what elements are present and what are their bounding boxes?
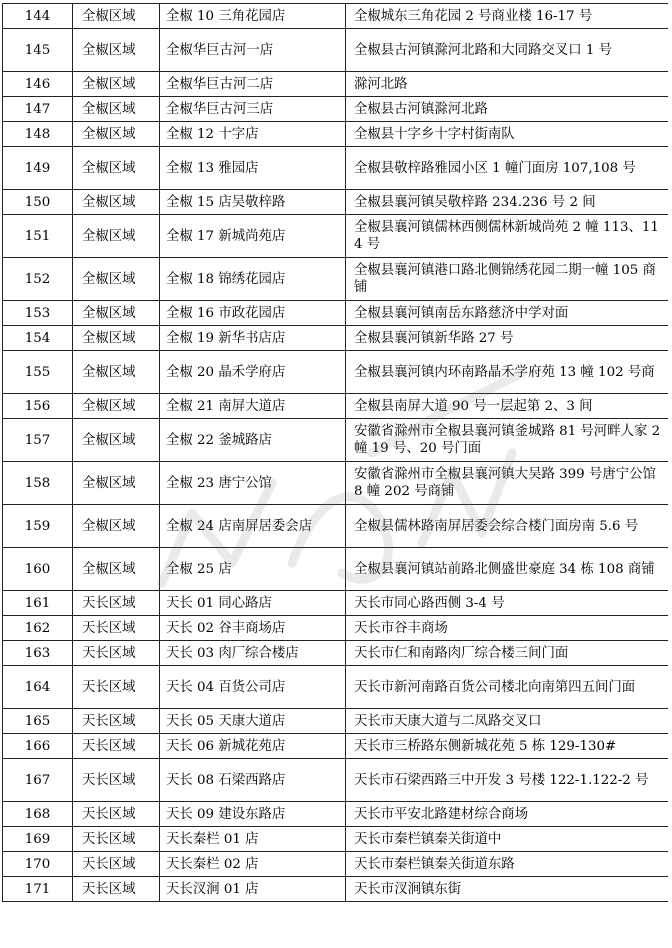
region-cell: 天长区域 bbox=[73, 616, 160, 641]
address-cell: 全椒县襄河镇南岳东路慈济中学对面 bbox=[346, 301, 669, 326]
store-name-cell: 天长 05 天康大道店 bbox=[160, 709, 346, 734]
address-cell: 安徽省滁州市全椒县襄河镇釜城路 81 号河畔人家 2 幢 19 号、20 号门面 bbox=[346, 419, 669, 462]
address-cell: 天长市秦栏镇秦关街道中 bbox=[346, 827, 669, 852]
store-name-cell: 全椒 10 三角花园店 bbox=[160, 4, 346, 29]
row-number: 153 bbox=[3, 301, 73, 326]
row-number: 158 bbox=[3, 462, 73, 505]
table-row bbox=[3, 215, 669, 258]
store-name-cell: 全椒华巨古河一店 bbox=[160, 29, 346, 72]
store-list-body bbox=[3, 4, 669, 902]
table-row bbox=[3, 877, 669, 902]
row-number: 150 bbox=[3, 190, 73, 215]
row-number: 166 bbox=[3, 734, 73, 759]
table-row bbox=[3, 616, 669, 641]
address-cell: 天长市仁和南路肉厂综合楼三间门面 bbox=[346, 641, 669, 666]
store-name-cell: 天长 06 新城花苑店 bbox=[160, 734, 346, 759]
table-row bbox=[3, 122, 669, 147]
row-number: 146 bbox=[3, 72, 73, 97]
row-number: 159 bbox=[3, 505, 73, 548]
region-cell: 全椒区域 bbox=[73, 122, 160, 147]
table-row bbox=[3, 97, 669, 122]
address-cell: 全椒城东三角花园 2 号商业楼 16-17 号 bbox=[346, 4, 669, 29]
region-cell: 天长区域 bbox=[73, 827, 160, 852]
table-row bbox=[3, 147, 669, 190]
region-cell: 全椒区域 bbox=[73, 548, 160, 591]
row-number: 154 bbox=[3, 326, 73, 351]
row-number: 156 bbox=[3, 394, 73, 419]
address-cell: 天长市谷丰商场 bbox=[346, 616, 669, 641]
address-cell: 安徽省滁州市全椒县襄河镇大吴路 399 号唐宁公馆 8 幢 202 号商铺 bbox=[346, 462, 669, 505]
row-number: 144 bbox=[3, 4, 73, 29]
row-number: 169 bbox=[3, 827, 73, 852]
table-row bbox=[3, 666, 669, 709]
address-cell: 全椒县襄河镇站前路北侧盛世豪庭 34 栋 108 商铺 bbox=[346, 548, 669, 591]
table-row bbox=[3, 709, 669, 734]
store-name-cell: 全椒 25 店 bbox=[160, 548, 346, 591]
address-cell: 全椒县敬梓路雅园小区 1 幢门面房 107,108 号 bbox=[346, 147, 669, 190]
row-number: 145 bbox=[3, 29, 73, 72]
store-name-cell: 天长秦栏 01 店 bbox=[160, 827, 346, 852]
table-row bbox=[3, 591, 669, 616]
table-row bbox=[3, 351, 669, 394]
store-name-cell: 天长 01 同心路店 bbox=[160, 591, 346, 616]
address-cell: 全椒县襄河镇港口路北侧锦绣花园二期一幢 105 商铺 bbox=[346, 258, 669, 301]
region-cell: 天长区域 bbox=[73, 709, 160, 734]
region-cell: 天长区域 bbox=[73, 641, 160, 666]
row-number: 157 bbox=[3, 419, 73, 462]
address-cell: 滁河北路 bbox=[346, 72, 669, 97]
region-cell: 全椒区域 bbox=[73, 190, 160, 215]
row-number: 171 bbox=[3, 877, 73, 902]
store-name-cell: 天长 08 石梁西路店 bbox=[160, 759, 346, 802]
region-cell: 天长区域 bbox=[73, 877, 160, 902]
row-number: 164 bbox=[3, 666, 73, 709]
region-cell: 全椒区域 bbox=[73, 394, 160, 419]
store-name-cell: 天长 02 谷丰商场店 bbox=[160, 616, 346, 641]
table-row bbox=[3, 462, 669, 505]
store-name-cell: 全椒 22 釜城路店 bbox=[160, 419, 346, 462]
region-cell: 天长区域 bbox=[73, 852, 160, 877]
region-cell: 天长区域 bbox=[73, 802, 160, 827]
store-name-cell: 全椒华巨古河二店 bbox=[160, 72, 346, 97]
store-name-cell: 全椒 19 新华书店店 bbox=[160, 326, 346, 351]
address-cell: 全椒县襄河镇吴敬梓路 234.236 号 2 间 bbox=[346, 190, 669, 215]
table-row bbox=[3, 505, 669, 548]
table-row bbox=[3, 394, 669, 419]
row-number: 163 bbox=[3, 641, 73, 666]
store-name-cell: 天长秦栏 02 店 bbox=[160, 852, 346, 877]
table-row bbox=[3, 419, 669, 462]
store-name-cell: 全椒 21 南屏大道店 bbox=[160, 394, 346, 419]
table-row bbox=[3, 548, 669, 591]
store-name-cell: 全椒 24 店南屏居委会店 bbox=[160, 505, 346, 548]
store-name-cell: 全椒 23 唐宁公馆 bbox=[160, 462, 346, 505]
store-name-cell: 天长 03 肉厂综合楼店 bbox=[160, 641, 346, 666]
table-row bbox=[3, 641, 669, 666]
table-row bbox=[3, 827, 669, 852]
region-cell: 全椒区域 bbox=[73, 4, 160, 29]
table-row bbox=[3, 301, 669, 326]
store-name-cell: 天长 09 建设东路店 bbox=[160, 802, 346, 827]
address-cell: 天长市天康大道与二凤路交叉口 bbox=[346, 709, 669, 734]
store-name-cell: 全椒 20 晶禾学府店 bbox=[160, 351, 346, 394]
region-cell: 全椒区域 bbox=[73, 351, 160, 394]
store-name-cell: 全椒 13 雅园店 bbox=[160, 147, 346, 190]
store-name-cell: 天长汊涧 01 店 bbox=[160, 877, 346, 902]
store-name-cell: 全椒 18 锦绣花园店 bbox=[160, 258, 346, 301]
address-cell: 全椒县襄河镇儒林西侧儒林新城尚苑 2 幢 113、114 号 bbox=[346, 215, 669, 258]
table-row bbox=[3, 72, 669, 97]
region-cell: 天长区域 bbox=[73, 734, 160, 759]
row-number: 167 bbox=[3, 759, 73, 802]
table-row bbox=[3, 852, 669, 877]
region-cell: 全椒区域 bbox=[73, 462, 160, 505]
region-cell: 全椒区域 bbox=[73, 147, 160, 190]
address-cell: 全椒县儒林路南屏居委会综合楼门面房南 5.6 号 bbox=[346, 505, 669, 548]
row-number: 148 bbox=[3, 122, 73, 147]
row-number: 161 bbox=[3, 591, 73, 616]
region-cell: 全椒区域 bbox=[73, 419, 160, 462]
address-cell: 天长市三桥路东侧新城花苑 5 栋 129-130# bbox=[346, 734, 669, 759]
store-name-cell: 全椒华巨古河三店 bbox=[160, 97, 346, 122]
address-cell: 全椒县十字乡十字村街南队 bbox=[346, 122, 669, 147]
row-number: 165 bbox=[3, 709, 73, 734]
address-cell: 全椒县古河镇滁河北路 bbox=[346, 97, 669, 122]
address-cell: 全椒县襄河镇新华路 27 号 bbox=[346, 326, 669, 351]
row-number: 168 bbox=[3, 802, 73, 827]
region-cell: 天长区域 bbox=[73, 591, 160, 616]
table-row bbox=[3, 29, 669, 72]
row-number: 147 bbox=[3, 97, 73, 122]
address-cell: 全椒县襄河镇内环南路晶禾学府苑 13 幢 102 号商 bbox=[346, 351, 669, 394]
address-cell: 天长市平安北路建材综合商场 bbox=[346, 802, 669, 827]
region-cell: 全椒区域 bbox=[73, 72, 160, 97]
address-cell: 天长市同心路西侧 3-4 号 bbox=[346, 591, 669, 616]
region-cell: 全椒区域 bbox=[73, 29, 160, 72]
table-row bbox=[3, 734, 669, 759]
address-cell: 天长市新河南路百货公司楼北向南第四五间门面 bbox=[346, 666, 669, 709]
table-row bbox=[3, 759, 669, 802]
document-page bbox=[2, 3, 668, 946]
row-number: 152 bbox=[3, 258, 73, 301]
store-name-cell: 全椒 17 新城尚苑店 bbox=[160, 215, 346, 258]
address-cell: 全椒县南屏大道 90 号一层起第 2、3 间 bbox=[346, 394, 669, 419]
table-row bbox=[3, 258, 669, 301]
region-cell: 天长区域 bbox=[73, 666, 160, 709]
address-cell: 天长市汊涧镇东街 bbox=[346, 877, 669, 902]
table-row bbox=[3, 4, 669, 29]
store-list-table bbox=[2, 3, 668, 902]
row-number: 160 bbox=[3, 548, 73, 591]
address-cell: 天长市秦栏镇秦关街道东路 bbox=[346, 852, 669, 877]
store-name-cell: 全椒 16 市政花园店 bbox=[160, 301, 346, 326]
region-cell: 天长区域 bbox=[73, 759, 160, 802]
row-number: 155 bbox=[3, 351, 73, 394]
store-name-cell: 天长 04 百货公司店 bbox=[160, 666, 346, 709]
region-cell: 全椒区域 bbox=[73, 97, 160, 122]
table-row bbox=[3, 802, 669, 827]
region-cell: 全椒区域 bbox=[73, 505, 160, 548]
row-number: 149 bbox=[3, 147, 73, 190]
region-cell: 全椒区域 bbox=[73, 258, 160, 301]
table-row bbox=[3, 326, 669, 351]
store-name-cell: 全椒 15 店吴敬梓路 bbox=[160, 190, 346, 215]
row-number: 170 bbox=[3, 852, 73, 877]
row-number: 151 bbox=[3, 215, 73, 258]
address-cell: 天长市石梁西路三中开发 3 号楼 122-1.122-2 号 bbox=[346, 759, 669, 802]
region-cell: 全椒区域 bbox=[73, 215, 160, 258]
region-cell: 全椒区域 bbox=[73, 326, 160, 351]
store-name-cell: 全椒 12 十字店 bbox=[160, 122, 346, 147]
region-cell: 全椒区域 bbox=[73, 301, 160, 326]
table-row bbox=[3, 190, 669, 215]
row-number: 162 bbox=[3, 616, 73, 641]
address-cell: 全椒县古河镇滁河北路和大同路交叉口 1 号 bbox=[346, 29, 669, 72]
